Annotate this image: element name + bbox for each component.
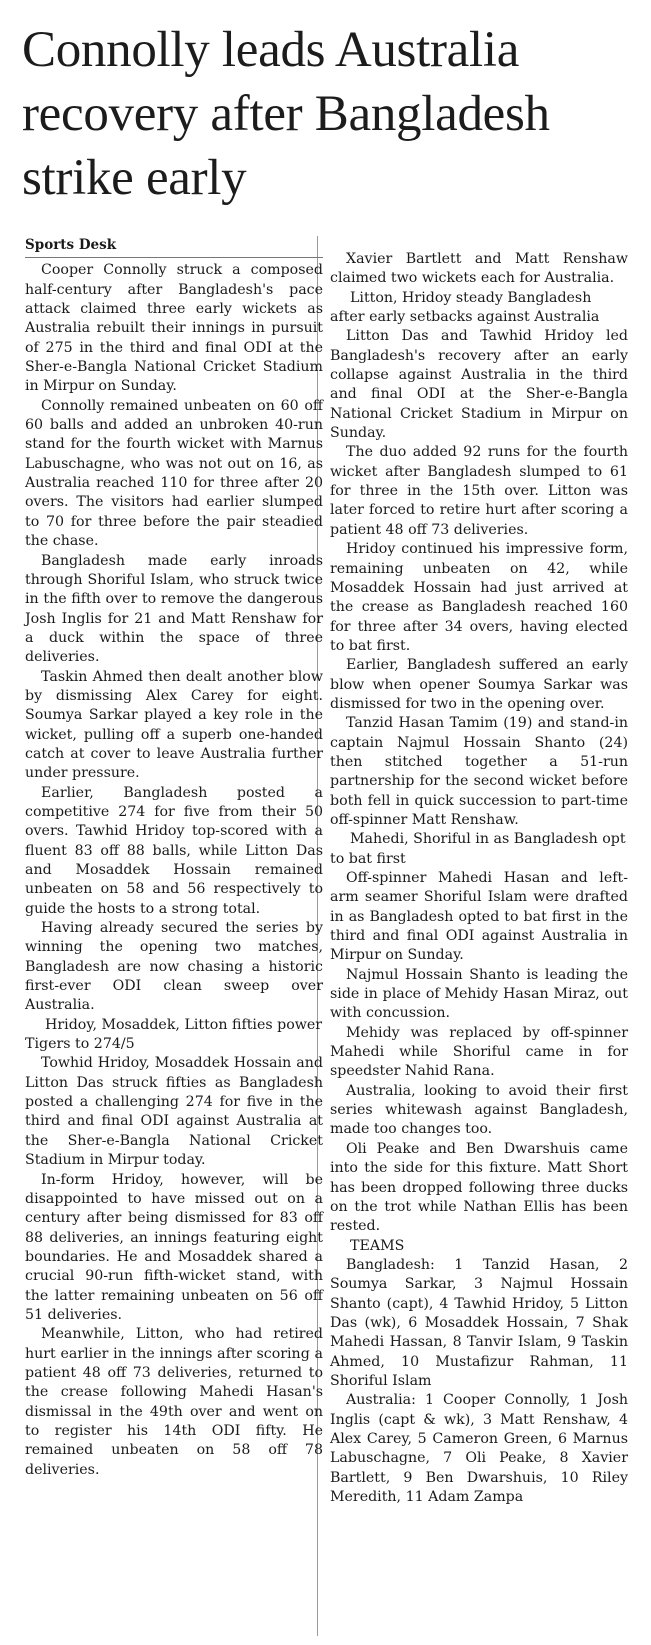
subheading: Litton, Hridoy steady Bangladesh after early setbacks against Australia bbox=[330, 289, 600, 326]
paragraph: In-form Hridoy, however, will be disappointed to have missed out on a century after being dismissed for 83 off 88 deliveries, an innings featuring eight boundaries. He and Mosaddek shared a crucial 90-run fifth-wicket stand, with the latter remaining unbeaten on 56 off 51 deliveries. bbox=[25, 1171, 323, 1323]
paragraph: Having already secured the series by winning the opening two matches, Bangladesh are now chasing a historic first-ever ODI clean sweep over Australia. bbox=[25, 920, 323, 1014]
paragraph: Litton Das and Tawhid Hridoy led Bangladesh's recovery after an early collapse against Australia in the third and final ODI at the Sher-e-Bangla National Cricket Stadium in Mirpur on Sunday. bbox=[330, 328, 628, 442]
subheading: Mahedi, Shoriful in as Bangladesh opt to bat first bbox=[330, 831, 626, 867]
paragraph: Meanwhile, Litton, who had retired hurt earlier in the innings after scoring a patient 48 off 73 deliveries, returned to the crease following Mahedi Hasan's dismissal in the 49th over and went on to register his 14th ODI fifty. He remained unbeaten on 58 off 78 deliveries. bbox=[25, 1326, 323, 1478]
paragraph: Earlier, Bangladesh suffered an early blow when opener Soumya Sarkar was dismissed for two in the opening over. bbox=[330, 657, 628, 712]
paragraph: Oli Peake and Ben Dwarshuis came into the side for this fixture. Matt Short has been dropped following three ducks on the trot while Nathan Ellis has been rested. bbox=[330, 1140, 628, 1235]
teams-heading: TEAMS bbox=[350, 1237, 405, 1254]
team-lineup-bangladesh: Bangladesh: 1 Tanzid Hasan, 2 Soumya Sarkar, 3 Najmul Hossain Shanto (capt), 4 Tawhid Hridoy, 5 Litton Das (wk), 6 Mosaddek Hossain, 7 Shak Mahedi Hassan, 8 Tanvir Islam, 9 Taskin Ahmed, 10 Mustafizur Rahman, 11 Shoriful Islam bbox=[330, 1256, 628, 1389]
paragraph: Tanzid Hasan Tamim (19) and stand-in captain Najmul Hossain Shanto (24) then stitched together a 51-run partnership for the second wicket before both fell in quick succession to part-time off-spinner Matt Renshaw. bbox=[330, 715, 628, 828]
paragraph: Hridoy continued his impressive form, remaining unbeaten on 42, while Mosaddek Hossain had just arrived at the crease as Bangladesh reached 160 for three after 34 overs, having elected to bat first. bbox=[330, 541, 628, 654]
paragraph: Earlier, Bangladesh posted a competitive 274 for five from their 50 overs. Tawhid Hridoy top-scored with a fluent 83 off 88 balls, while Litton Das and Mosaddek Hossain remained unbeaten on 58 and 56 respectively to guide the hosts to a strong total. bbox=[25, 784, 323, 917]
paragraph: Mehidy was replaced by off-spinner Mahedi while Shoriful came in for speedster Nahid Rana. bbox=[330, 1024, 628, 1080]
paragraph: Najmul Hossain Shanto is leading the side in place of Mehidy Hasan Miraz, out with concussion. bbox=[330, 966, 628, 1022]
paragraph: Taskin Ahmed then dealt another blow by dismissing Alex Carey for eight. Soumya Sarkar played a key role in the wicket, pulling off a superb one-handed catch at cover to leave Australia further under pressure. bbox=[25, 668, 323, 782]
paragraph: Connolly remained unbeaten on 60 off 60 balls and added an unbroken 40-run stand for the fourth wicket with Marnus Labuschagne, who was not out on 16, as Australia reached 110 for three after 20 overs. The visitors had earlier slumped to 70 for three before the pair steadied the chase. bbox=[25, 397, 323, 550]
paragraph: Off-spinner Mahedi Hasan and left-arm seamer Shoriful Islam were drafted in as Bangladesh opted to bat first in the third and final ODI against Australia in Mirpur on Sunday. bbox=[330, 870, 628, 964]
article-headline: Connolly leads Australia recovery after Bangladesh strike early bbox=[22, 22, 550, 206]
paragraph: Cooper Connolly struck a composed half-century after Bangladesh's pace attack claimed three early wickets as Australia rebuilt their innings in pursuit of 275 in the third and final ODI at the Sher-e-Bangla National Cricket Stadium in Mirpur on Sunday. bbox=[25, 262, 323, 395]
paragraph: Xavier Bartlett and Matt Renshaw claimed two wickets each for Australia. bbox=[330, 251, 628, 287]
team-lineup-australia: Australia: 1 Cooper Connolly, 1 Josh Inglis (capt & wk), 3 Matt Renshaw, 4 Alex Carey, 5 Cameron Green, 6 Marnus Labuschagne, 7 Oli Peake, 8 Xavier Bartlett, 9 Ben Dwarshuis, 10 Riley Meredith, 11 Adam Zampa bbox=[330, 1392, 628, 1505]
paragraph: Bangladesh made early inroads through Shoriful Islam, who struck twice in the fifth over to remove the dangerous Josh Inglis for 21 and Matt Renshaw for a duck within the space of three deliveries. bbox=[25, 552, 323, 666]
byline: Sports Desk bbox=[25, 236, 323, 258]
subheading: Hridoy, Mosaddek, Litton fifties power Tigers to 274/5 bbox=[25, 1016, 323, 1053]
article-column-left bbox=[25, 236, 323, 1480]
paragraph: Australia, looking to avoid their first series whitewash against Bangladesh, made too changes too. bbox=[330, 1082, 628, 1138]
paragraph: Towhid Hridoy, Mosaddek Hossain and Litton Das struck fifties as Bangladesh posted a challenging 274 for five in the third and final ODI against Australia at the Sher-e-Bangla National Cricket Stadium in Mirpur today. bbox=[25, 1055, 323, 1169]
paragraph: The duo added 92 runs for the fourth wicket after Bangladesh slumped to 61 for three in the 15th over. Litton was later forced to retire hurt after scoring a patient 48 off 73 deliveries. bbox=[330, 444, 628, 538]
article-column-right bbox=[330, 250, 628, 1507]
